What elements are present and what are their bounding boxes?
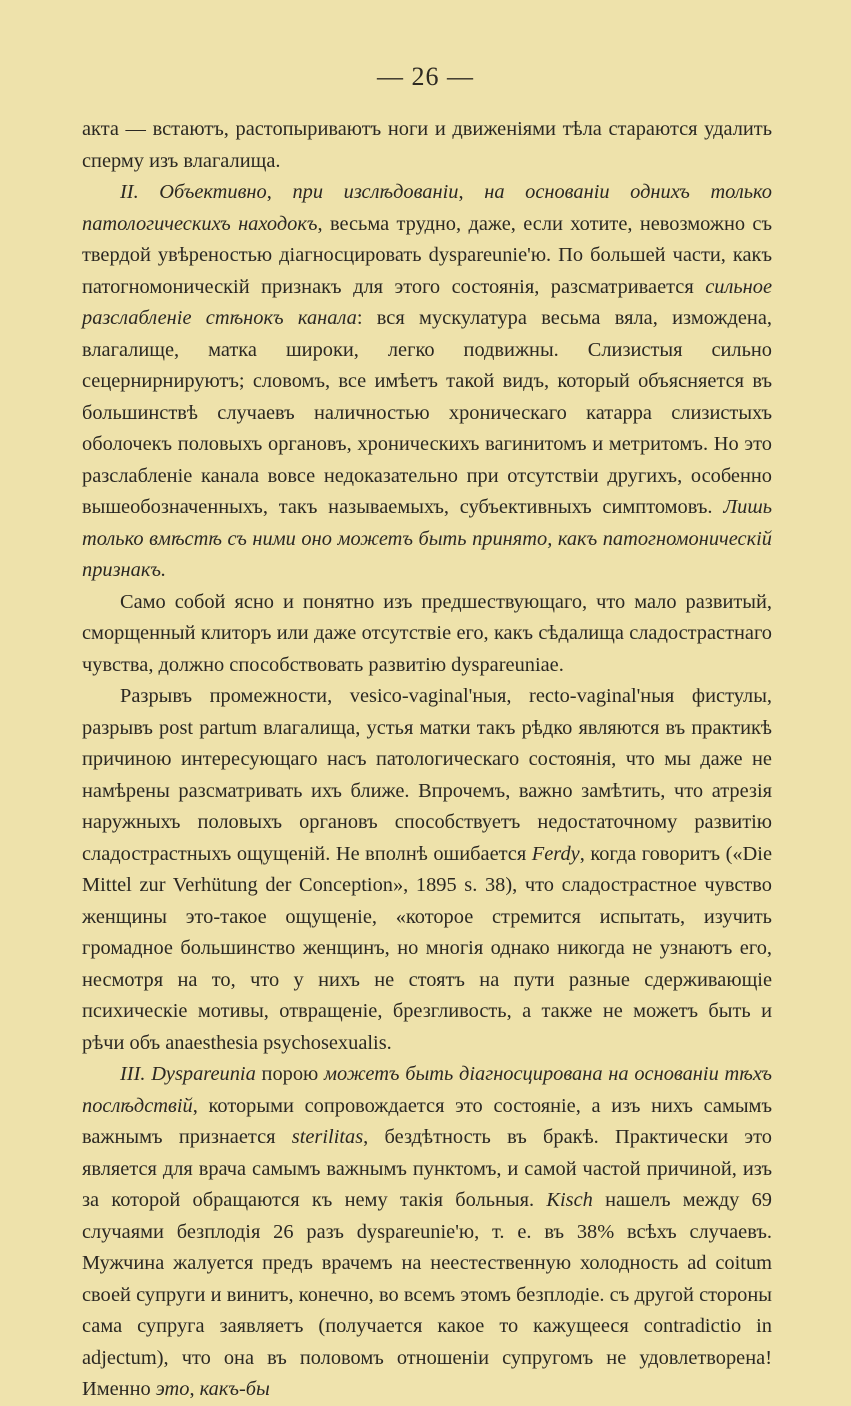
text-run: Разрывъ промежности, vesico-vaginal'ныя, recto-vaginal'ныя фистулы, разрывъ post partum влагалища, устья матки такъ рѣдко являются въ практикѣ причиною интересующаго насъ патологическаго состоянія, что мы даже не намѣрены разсматривать ихъ ближе. Впрочемъ, важно замѣтить, что атрезія наружныхъ половыхъ органовъ способствуетъ недостаточному развитію сладострастныхъ ощущеній. Не вполнѣ ошибается xyxy=(82,685,772,865)
paragraph xyxy=(82,587,772,682)
italic-text: Kisch xyxy=(546,1189,593,1211)
italic-text: какъ-бы xyxy=(199,1378,270,1400)
italic-text: Лишь только вмѣстѣ съ ними оно можетъ быть принято, какъ патогномоническій признакъ. xyxy=(82,496,772,581)
text-run: , которыми сопровождается это состояніе, а изъ нихъ самымъ важнымъ признается xyxy=(82,1094,772,1148)
text-run: акта — встаютъ, растопыриваютъ ноги и движеніями тѣла стараются удалить сперму изъ влагалища. xyxy=(82,118,772,172)
italic-text: можетъ быть діагносцирована на основаніи тѣхъ послѣдствій xyxy=(82,1063,772,1117)
text-run: , бездѣтность въ бракѣ. Практически это является для врача самымъ важнымъ пунктомъ, и самой частой причиной, изъ за которой обращаются къ нему такія больныя. xyxy=(82,1126,772,1211)
text-run: порою xyxy=(255,1063,325,1085)
paragraph xyxy=(82,114,772,177)
italic-text: это xyxy=(155,1378,190,1400)
text-run: Само собой ясно и понятно изъ предшествующаго, что мало развитый, сморщенный клиторъ или даже отсутствіе его, какъ сѣдалища сладострастнаго чувства, должно способствовать развитію dyspareuniae. xyxy=(82,590,772,676)
text-run: , весьма трудно, даже, если хотите, невозможно съ твердой увѣреностью діагносцировать dyspareunie'ю. По большей части, какъ патогномоническій признакъ для этого состоянія, разсматривается xyxy=(82,212,772,298)
text-run: , xyxy=(189,1378,200,1400)
italic-text: Ferdy xyxy=(531,842,580,865)
paragraph xyxy=(82,1059,772,1406)
paragraph xyxy=(82,177,772,587)
text-run: : вся мускулатура весьма вяла, изможденa, влагалище, матка широки, легко подвижны. Слизистыя сильно сецернирнируютъ; словомъ, все имѣетъ такой видъ, который объясняется въ большинствѣ случаевъ наличностью хроническаго катарра слизистыхъ оболочекъ половыхъ органовъ, хроническихъ вагинитомъ и метритомъ. Но это разслабленіе канала вовсе недоказательно при отсутствіи другихъ, особенно вышеобозначенныхъ, такъ называемыхъ, субъективныхъ симптомовъ. xyxy=(82,307,772,518)
text-run: нашелъ между 69 случаями безплодія 26 разъ dyspareunie'ю, т. е. въ 38% всѣхъ случаевъ. Мужчина жалуется предъ врачемъ на неестественную холодность ad coitum своей супруги и винитъ, конечно, во всемъ этомъ безплодіе. съ другой стороны сама супруга заявляетъ (получается какое то кажущееся contradictio in adjectum), что она въ половомъ отношеніи супругомъ не удовлетворена! Именно xyxy=(82,1189,772,1400)
italic-text: II. Объективно xyxy=(120,181,267,203)
page-number: — 26 — xyxy=(377,62,474,91)
body-text xyxy=(82,114,772,1406)
paragraph xyxy=(82,681,772,1059)
italic-text: на основаніи однихъ только патологическихъ находокъ xyxy=(82,181,772,235)
text-run: , xyxy=(458,181,485,203)
italic-text: сильное разслабленіе стѣнокъ канала xyxy=(82,275,772,329)
text-run: , когда говоритъ («Die Mittel zur Verhütung der Conception», 1895 s. 38), что сладострастное чувство женщины это-такое ощущеніе, «которое стремится испытать, изучить громадное большинство женщинъ, но многія однако никогда не узнаютъ его, несмотря на то, что у нихъ не стоятъ на пути разные сдерживающіе психическіе мотивы, отвращеніе, брезгливость, а также не можетъ быть и рѣчи объ anaesthesia psychosexualis. xyxy=(82,842,772,1054)
italic-text: III. Dyspareunia xyxy=(120,1063,256,1085)
italic-text: sterilitas xyxy=(291,1126,364,1148)
text-run: , xyxy=(266,181,293,203)
italic-text: при изслѣдованіи xyxy=(292,181,459,203)
